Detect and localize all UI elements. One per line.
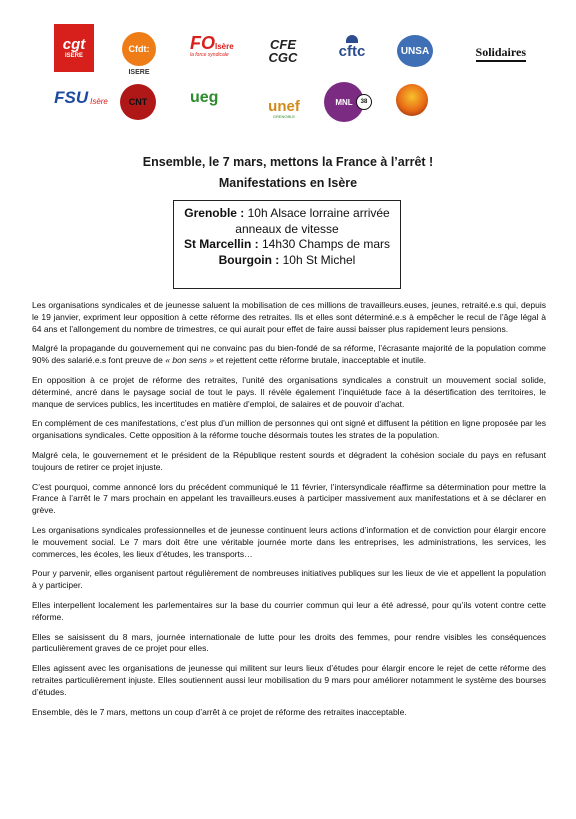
union-logos-banner bbox=[0, 0, 576, 140]
paragraph: Les organisations syndicales et de jeunesse saluent la mobilisation de ces millions de travailleurs.euses, jeunes, retraité.e.s qui, depuis le 19 janvier, expriment leur opposition à cette réforme des retraites. Ils et elles sont déterminé.e.s à empêcher le recul de l’âge légal à 64 ans et l’allongement du nombre de trimestres, ce qui aurait pour effet de faire aussi baisser plus rapidement leurs pensions. bbox=[32, 300, 546, 334]
headline-main: Ensemble, le 7 mars, mettons la France à l’arrêt ! bbox=[142, 155, 434, 169]
bird-icon bbox=[346, 35, 358, 43]
cgt-logo: cgt ISERE bbox=[54, 24, 94, 72]
communique-body bbox=[32, 300, 546, 726]
paragraph: Malgré cela, le gouvernement et le président de la République restent sourds et dégradent la cohésion sociale du pays en refusant toujours de retirer ce projet injuste. bbox=[32, 449, 546, 472]
event-bourgoin: Bourgoin : 10h St Michel bbox=[218, 252, 356, 267]
paragraph: En complément de ces manifestations, c’est plus d’un million de personnes qui ont signé et diffusent la pétition en ligne proposée par les organisations syndicales. Cette opposition à la réforme touche désormais toutes les strates de la population. bbox=[32, 418, 546, 441]
event-grenoble: Grenoble : 10h Alsace lorraine arrivée anneaux de vitesse bbox=[184, 206, 390, 236]
paragraph: Malgré la propagande du gouvernement qui ne convainc pas du bien-fondé de sa réforme, l’écrasante majorité de la population comme 90% des salarié.e.s font preuve de « bon sens » et rejettent cette réforme brutale, inacceptable et inutile. bbox=[32, 343, 546, 366]
paragraph: Pour y parvenir, elles organisent partout régulièrement de nombreuses initiatives publiques sur les lieux de vie et appellent la population à y participer. bbox=[32, 568, 546, 591]
ueg-logo: ueg bbox=[190, 89, 219, 106]
paragraph: En opposition à ce projet de réforme des retraites, l’unité des organisations syndicales a construit un mouvement social solide, déterminé, ancré dans le paysage social de tout le pays. Il révèle également l’inquiétude face à la désertification des territoires, le manque de services publics, les incertitudes en matière d’emploi, de salaires et de pouvoir d’achat. bbox=[32, 374, 546, 409]
events-box bbox=[173, 200, 401, 289]
unef-logo: unef GRENOBLE bbox=[268, 98, 300, 119]
department-badge: 38 bbox=[356, 94, 372, 110]
paragraph: C’est pourquoi, comme annoncé lors du précédent communiqué le 11 février, l’intersyndicale réaffirme sa détermination pour mettre la France à l’arrêt le 7 mars prochain en appelant les travailleurs.euses à participer massivement aux manifestations et à se déclarer en grève. bbox=[32, 481, 546, 516]
event-st-marcellin: St Marcellin : 14h30 Champs de mars bbox=[183, 237, 391, 251]
paragraph: Ensemble, dès le 7 mars, mettons un coup d’arrêt à ce projet de réforme des retraites inacceptable. bbox=[32, 706, 407, 717]
cftc-logo: cftc bbox=[328, 26, 376, 68]
cnt-logo: CNT bbox=[120, 84, 156, 120]
headline bbox=[0, 152, 576, 194]
paragraph: Elles agissent avec les organisations de jeunesse qui militent sur leurs lieux d’études pour élargir encore le rejet de cette réforme des retraites particulièrement injuste. Elles soutiennent aussi leur mobilisation du 9 mars pour améliorer notamment le système des bourses d’études. bbox=[32, 663, 546, 697]
fo-logo: FOIsère la force syndicale bbox=[190, 33, 234, 58]
fsu-logo: FSU Isère bbox=[54, 88, 108, 107]
paragraph: Elles interpellent localement les parlementaires sur la base du courrier commun qui leur a été adressé, pour qu’ils votent contre cette réforme. bbox=[32, 599, 546, 622]
cfdt-logo: Cfdt: ISERE bbox=[119, 24, 159, 84]
fire-logo bbox=[396, 84, 428, 116]
headline-sub: Manifestations en Isère bbox=[218, 176, 358, 190]
paragraph: Les organisations syndicales professionnelles et de jeunesse continuent leurs actions d’information et de conviction pour élargir encore le mouvement social. Le 7 mars doit être une véritable journée morte dans les entreprises, les administrations, les services, les commerces, les écoles, les lieux d’études, les transports… bbox=[32, 524, 546, 559]
cfe-cgc-logo: CFE CGC bbox=[268, 37, 298, 65]
cfdt-badge: Cfdt: bbox=[122, 32, 156, 66]
solidaires-logo: Solidaires bbox=[462, 40, 526, 66]
paragraph: Elles se saisissent du 8 mars, journée internationale de lutte pour les droits des femmes, pour rendre visibles les conséquences particulièrement graves de ce projet pour elles. bbox=[32, 631, 546, 654]
mnl-logo: MNL 38 bbox=[324, 82, 364, 122]
unsa-logo: UNSA bbox=[394, 26, 436, 76]
